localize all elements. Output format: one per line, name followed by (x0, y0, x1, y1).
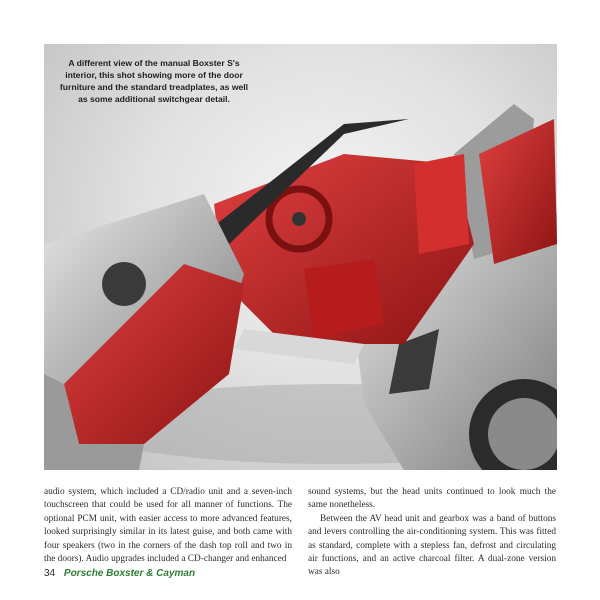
page-number: 34 (44, 568, 56, 579)
body-column-left (44, 486, 292, 566)
body-paragraph: audio system, which included a CD/radio unit and a seven-inch touchscreen that could be used for all manner of functions. The optional PCM unit, with easier access to more advanced features, looked surprisingly similar in its latest guise, and both came with four speakers (two in the corners of the dash top roll and two in the doors). Audio upgrades included a CD-changer and enhanced (44, 487, 292, 565)
body-paragraph: sound systems, but the head units continued to look much the same nonetheless. (308, 487, 556, 511)
body-column-right (308, 486, 556, 580)
figure-caption: A different view of the manual Boxster S's interior, this shot showing more of the door furniture and the standard treadplates, as well as some additional switchgear detail. (59, 58, 249, 104)
car-photo (44, 44, 557, 470)
boxster-interior-illustration (44, 44, 557, 470)
page-footer (44, 568, 195, 579)
body-paragraph: Between the AV head unit and gearbox was a band of buttons and levers controlling the air-conditioning system. This was fitted as standard, complete with a stepless fan, defrost and circulating air functions, and an active charcoal filter. A dual-zone version was also (308, 513, 556, 578)
running-title: Porsche Boxster & Cayman (63, 568, 196, 579)
